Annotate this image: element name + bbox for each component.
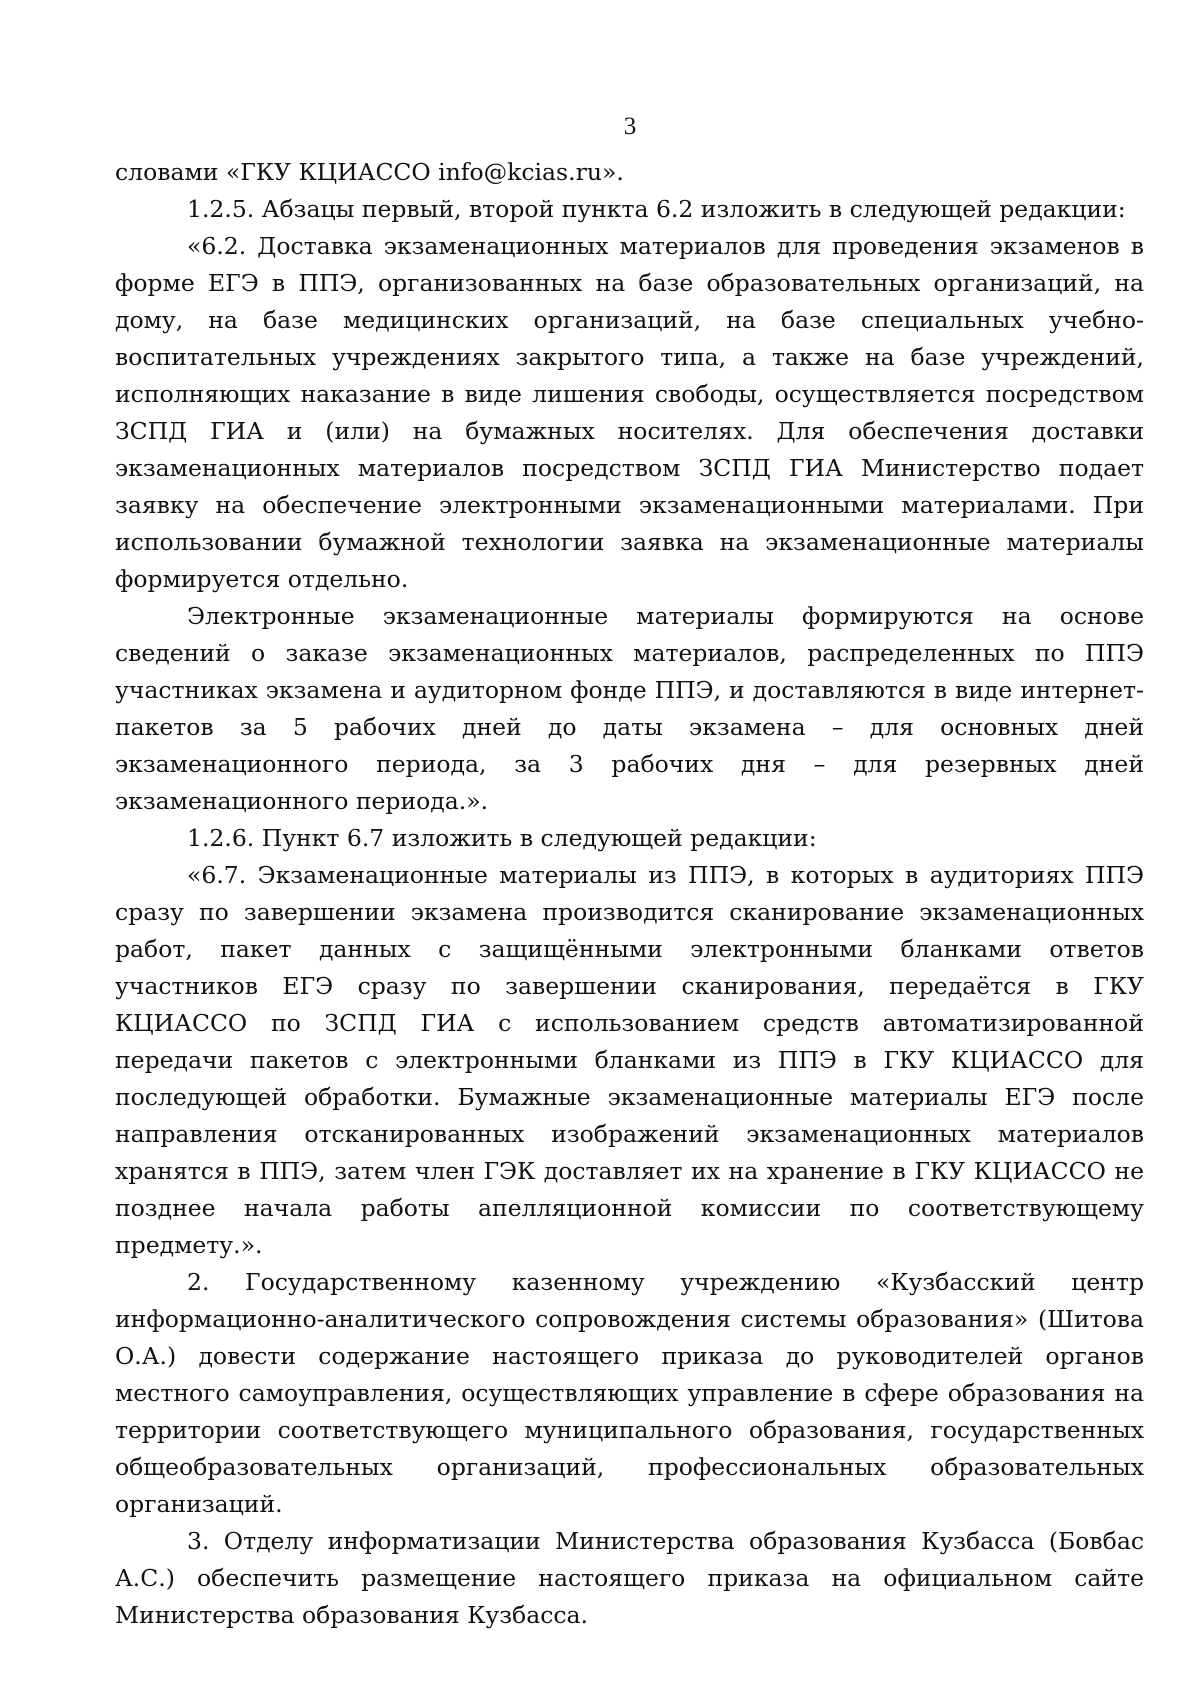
page-number: 3 <box>623 113 637 140</box>
paragraph-6-7-quote: «6.7. Экзаменационные материалы из ППЭ, в которых в аудиториях ППЭ сразу по завершении экзамена производится сканирование экзаменационных работ, пакет данных с защищёнными электронными бланками ответов участников ЕГЭ сразу по завершении сканирования, передаётся в ГКУ КЦИАССО по ЗСПД ГИА с использованием средств автоматизированной передачи пакетов с электронными бланками из ППЭ в ГКУ КЦИАССО для последующей обработки. Бумажные экзаменационные материалы ЕГЭ после направления отсканированных изображений экзаменационных материалов хранятся в ППЭ, затем член ГЭК доставляет их на хранение в ГКУ КЦИАССО не позднее начала работы апелляционной комиссии по соответствующему предмету.». <box>115 861 1144 1259</box>
paragraph-1-2-6: 1.2.6. Пункт 6.7 изложить в следующей редакции: <box>187 824 817 852</box>
paragraph-item-3: 3. Отделу информатизации Министерства образования Кузбасса (Бовбас А.С.) обеспечить размещение настоящего приказа на официальном сайте Министерства образования Кузбасса. <box>115 1527 1144 1629</box>
paragraph-1-2-5: 1.2.5. Абзацы первый, второй пункта 6.2 изложить в следующей редакции: <box>187 195 1126 223</box>
paragraph-electronic-materials: Электронные экзаменационные материалы формируются на основе сведений о заказе экзаменационных материалов, распределенных по ППЭ участниках экзамена и аудиторном фонде ППЭ, и доставляются в виде интернет-пакетов за 5 рабочих дней до даты экзамена – для основных дней экзаменационного периода, за 3 рабочих дня – для резервных дней экзаменационного периода.». <box>115 602 1144 815</box>
document-body <box>115 154 1144 1634</box>
paragraph-item-2: 2. Государственному казенному учреждению «Кузбасский центр информационно-аналитического сопровождения системы образования» (Шитова О.А.) довести содержание настоящего приказа до руководителей органов местного самоуправления, осуществляющих управление в сфере образования на территории соответствующего муниципального образования, государственных общеобразовательных организаций, профессиональных образовательных организаций. <box>115 1268 1144 1518</box>
paragraph-continuation: словами «ГКУ КЦИАССО info@kcias.ru». <box>115 158 624 186</box>
paragraph-6-2-quote: «6.2. Доставка экзаменационных материалов для проведения экзаменов в форме ЕГЭ в ППЭ, организованных на базе образовательных организаций, на дому, на базе медицинских организаций, на базе специальных учебно-воспитательных учреждениях закрытого типа, а также на базе учреждений, исполняющих наказание в виде лишения свободы, осуществляется посредством ЗСПД ГИА и (или) на бумажных носителях. Для обеспечения доставки экзаменационных материалов посредством ЗСПД ГИА Министерство подает заявку на обеспечение электронными экзаменационными материалами. При использовании бумажной технологии заявка на экзаменационные материалы формируется отдельно. <box>115 232 1144 593</box>
